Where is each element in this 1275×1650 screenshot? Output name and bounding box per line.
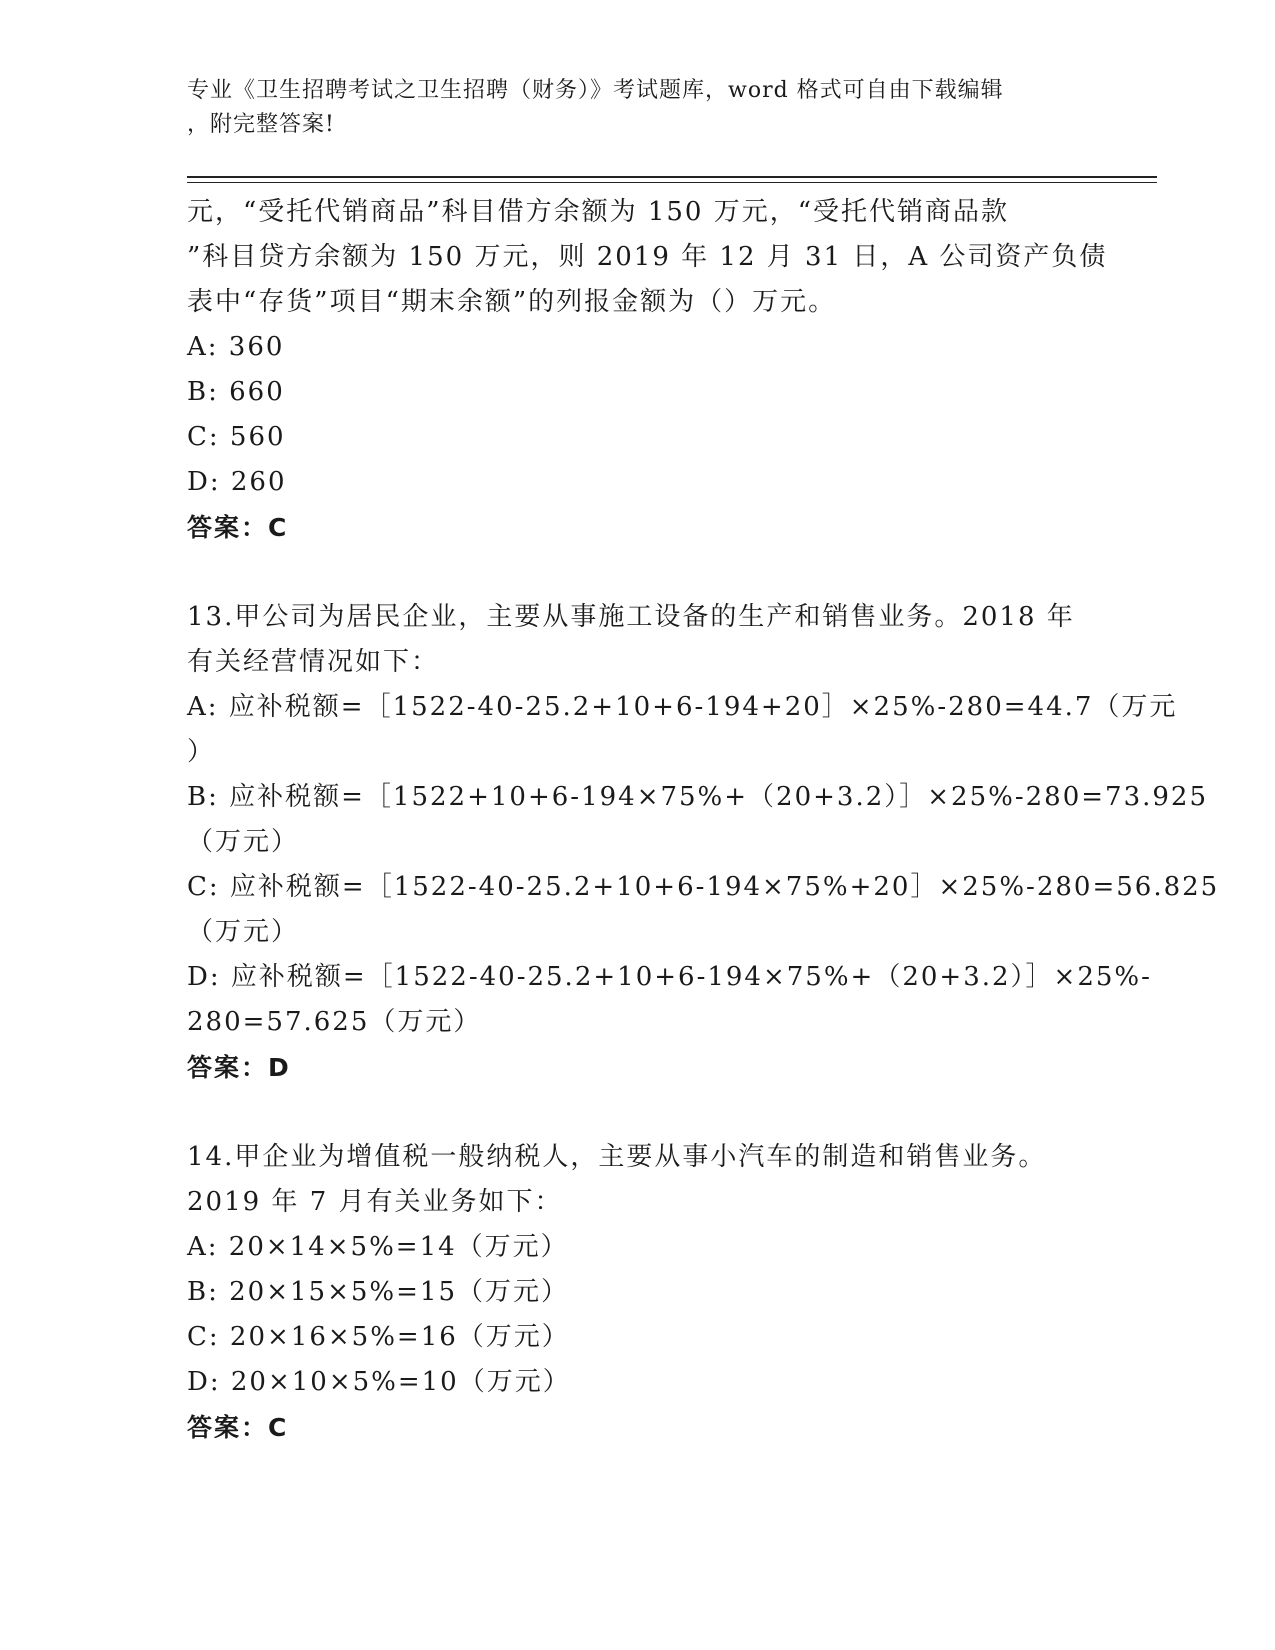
- option-b: B: 应补税额=［1522+10+6-194×75%+（20+3.2）］×25%-280=73.925: [187, 782, 1209, 812]
- question-14: [187, 1135, 1087, 1450]
- question-stem-line: 2019 年 7 月有关业务如下：: [187, 1187, 563, 1217]
- option-b-continued: （万元）: [187, 827, 300, 857]
- header-line-2: ，附完整答案!: [187, 112, 335, 137]
- option-c: C: 560: [187, 422, 286, 452]
- question-stem-line: 表中“存货”项目“期末余额”的列报金额为（）万元。: [187, 287, 837, 317]
- option-b: B: 660: [187, 377, 285, 407]
- answer-label: 答案：D: [187, 1053, 291, 1082]
- question-stem-line: 14.甲企业为增值税一般纳税人，主要从事小汽车的制造和销售业务。: [187, 1142, 1047, 1172]
- option-c-continued: （万元）: [187, 917, 300, 947]
- option-a: A: 360: [187, 332, 285, 362]
- option-c: C: 20×16×5%=16（万元）: [187, 1322, 570, 1352]
- option-d: D: 260: [187, 467, 287, 497]
- question-stem-line: 元，“受托代销商品”科目借方余额为 150 万元，“受托代销商品款: [187, 197, 1010, 227]
- header-line-1: 专业《卫生招聘考试之卫生招聘（财务）》考试题库，word 格式可自由下载编辑: [187, 78, 1004, 103]
- option-d: D: 20×10×5%=10（万元）: [187, 1367, 571, 1397]
- option-a: A: 20×14×5%=14（万元）: [187, 1232, 569, 1262]
- header-divider: [187, 176, 1157, 178]
- document-header: [187, 74, 1067, 142]
- option-c: C: 应补税额=［1522-40-25.2+10+6-194×75%+20］×25%-280=56.825: [187, 872, 1220, 902]
- document-body: [187, 190, 1220, 1450]
- answer-label: 答案：C: [187, 513, 289, 542]
- question-12: [187, 190, 1108, 550]
- header-divider-thin: [187, 182, 1157, 183]
- question-stem-line: ”科目贷方余额为 150 万元，则 2019 年 12 月 31 日，A 公司资产负债: [187, 242, 1108, 272]
- option-d: D: 应补税额=［1522-40-25.2+10+6-194×75%+（20+3.2）］×25%-: [187, 962, 1152, 992]
- question-stem-line: 13.甲公司为居民企业，主要从事施工设备的生产和销售业务。2018 年: [187, 602, 1075, 632]
- question-stem-line: 有关经营情况如下：: [187, 647, 440, 677]
- option-a: A: 应补税额=［1522-40-25.2+10+6-194+20］×25%-280=44.7（万元: [187, 692, 1178, 722]
- question-13: [187, 595, 1220, 1090]
- option-a-continued: ）: [187, 737, 216, 767]
- option-b: B: 20×15×5%=15（万元）: [187, 1277, 569, 1307]
- option-d-continued: 280=57.625（万元）: [187, 1007, 482, 1037]
- answer-label: 答案：C: [187, 1413, 289, 1442]
